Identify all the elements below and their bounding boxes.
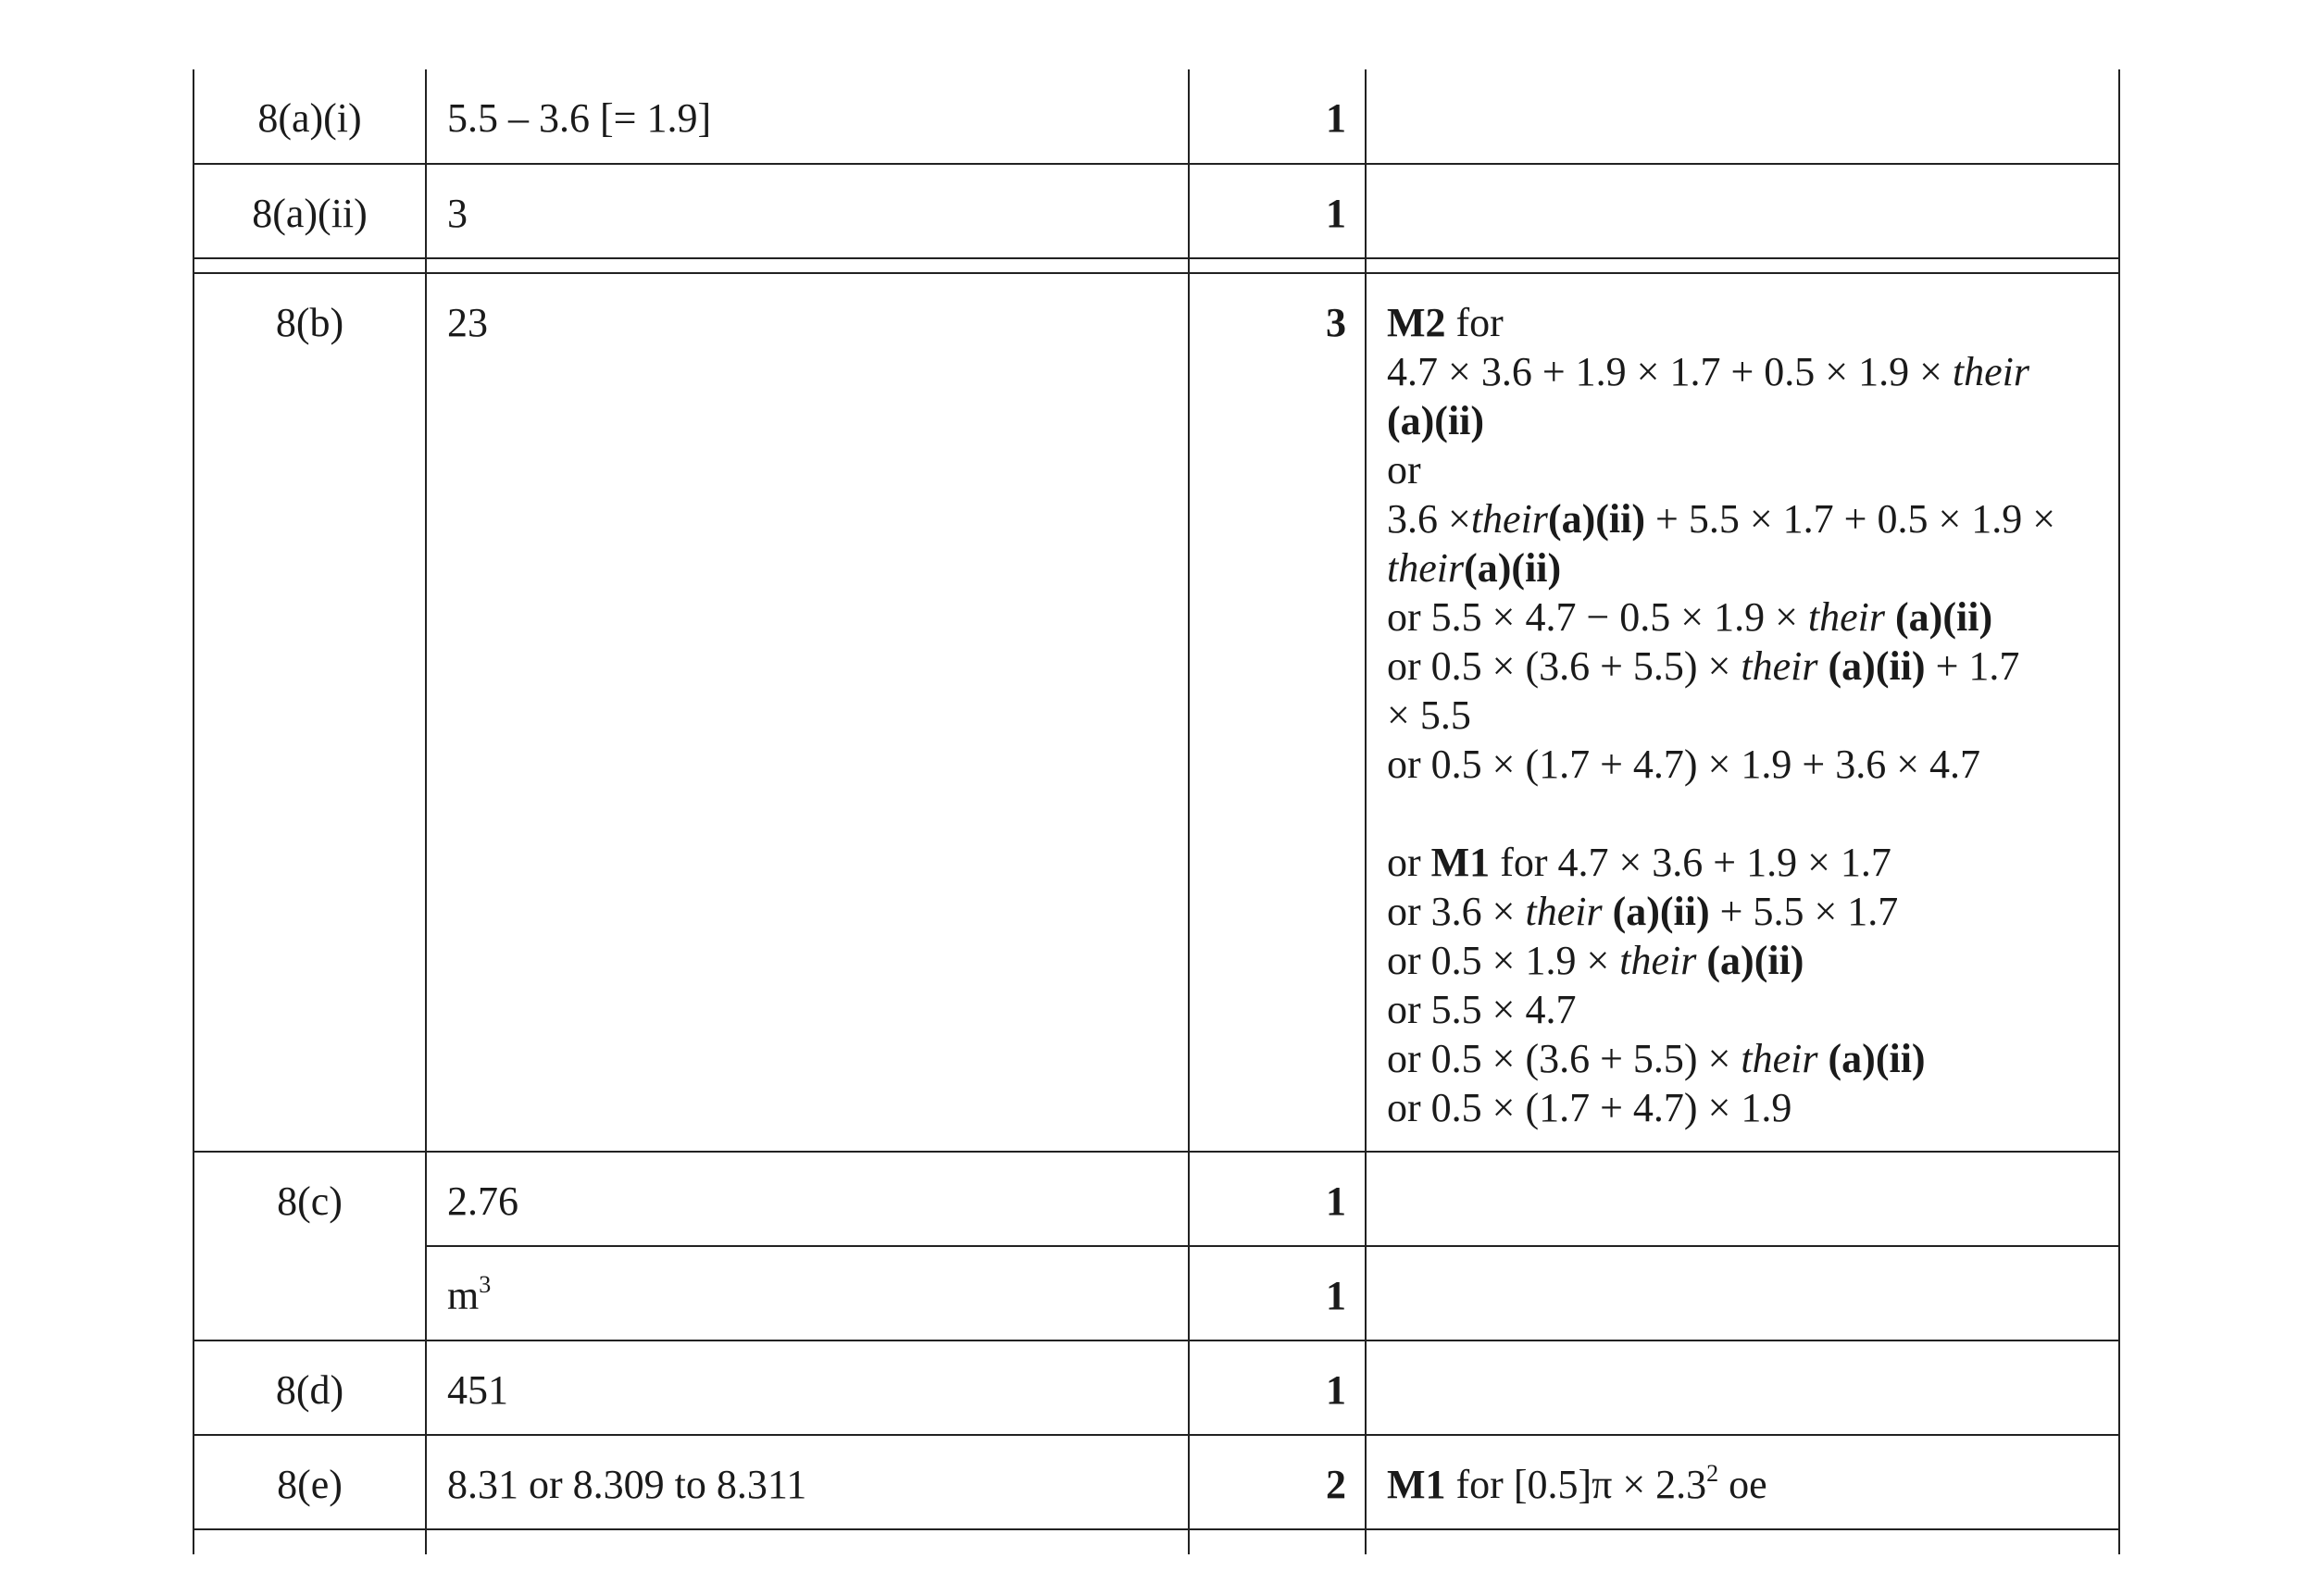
guidance-cell	[1366, 1340, 2119, 1435]
table-row-8b	[193, 273, 2119, 1152]
question-cell: 8(a)(i)	[193, 69, 426, 164]
answer-cell: $m^3$	[426, 1246, 1189, 1340]
guidance-line: × 5.5	[1387, 692, 1471, 738]
marks-cell: 1	[1189, 1152, 1366, 1246]
guidance-line: or 0.5 × (1.7 + 4.7) × 1.9 + 3.6 × 4.7	[1387, 742, 1981, 787]
answer-cell: 8.31 or 8.309 to 8.311	[426, 1435, 1189, 1529]
guidance-line: or	[1387, 447, 1421, 493]
question-cell: 8(b)	[193, 273, 426, 1152]
answer-cell: 5.5 – 3.6 [= 1.9]	[426, 69, 1189, 164]
guidance-cell	[1366, 273, 2119, 1152]
guidance-cell: M1 for $[0.5]\pi \times 2.3^2$ oe	[1366, 1435, 2119, 1529]
guidance-line: or 5.5 × 4.7 − 0.5 × 1.9 × their (a)(ii)	[1387, 594, 1993, 640]
guidance-line: or 5.5 × 4.7	[1387, 987, 1577, 1032]
marks-cell: 1	[1189, 164, 1366, 258]
guidance-line: their(a)(ii)	[1387, 545, 1562, 591]
table-row-8a-ii	[193, 164, 2119, 258]
question-cell: 8(e)	[193, 1435, 426, 1529]
guidance-cell	[1366, 69, 2119, 164]
answer-cell: 23	[426, 273, 1189, 1152]
marks-cell: 1	[1189, 1246, 1366, 1340]
table-row-8d	[193, 1340, 2119, 1435]
question-cell: 8(c)	[193, 1152, 426, 1340]
answer-cell: 3	[426, 164, 1189, 258]
question-cell: 8(d)	[193, 1340, 426, 1435]
blank-line	[1387, 789, 2102, 838]
guidance-line: or 0.5 × 1.9 × their (a)(ii)	[1387, 938, 1804, 983]
table-continuation	[193, 1529, 2119, 1554]
guidance-line: or M1 for 4.7 × 3.6 + 1.9 × 1.7	[1387, 840, 1891, 885]
guidance-line: or 0.5 × (3.6 + 5.5) × their (a)(ii) + 1.7	[1387, 643, 2020, 689]
marks-cell: 2	[1189, 1435, 1366, 1529]
guidance-line: 4.7 × 3.6 + 1.9 × 1.7 + 0.5 × 1.9 × their	[1387, 349, 2029, 394]
guidance-cell	[1366, 1246, 2119, 1340]
marks-cell: 1	[1189, 1340, 1366, 1435]
guidance-line: M2 for	[1387, 300, 1504, 345]
guidance-cell	[1366, 1152, 2119, 1246]
section-separator	[193, 258, 2119, 273]
mark-scheme-table	[193, 69, 2120, 1554]
guidance-line: or 0.5 × (3.6 + 5.5) × their (a)(ii)	[1387, 1036, 1926, 1081]
guidance-line: or 3.6 × their (a)(ii) + 5.5 × 1.7	[1387, 889, 1899, 934]
guidance-line: 3.6 ×their(a)(ii) + 5.5 × 1.7 + 0.5 × 1.9 ×	[1387, 496, 2056, 542]
answer-cell: 2.76	[426, 1152, 1189, 1246]
table-row-8c-value	[193, 1152, 2119, 1246]
question-cell: 8(a)(ii)	[193, 164, 426, 258]
answer-cell: 451	[426, 1340, 1189, 1435]
guidance-cell	[1366, 164, 2119, 258]
marks-cell: 1	[1189, 69, 1366, 164]
table-row-8e	[193, 1435, 2119, 1529]
table-row-8c-units	[193, 1246, 2119, 1340]
marks-cell: 3	[1189, 273, 1366, 1152]
table-row-8a-i	[193, 69, 2119, 164]
guidance-line: or 0.5 × (1.7 + 4.7) × 1.9	[1387, 1085, 1792, 1130]
guidance-line: (a)(ii)	[1387, 398, 1485, 443]
